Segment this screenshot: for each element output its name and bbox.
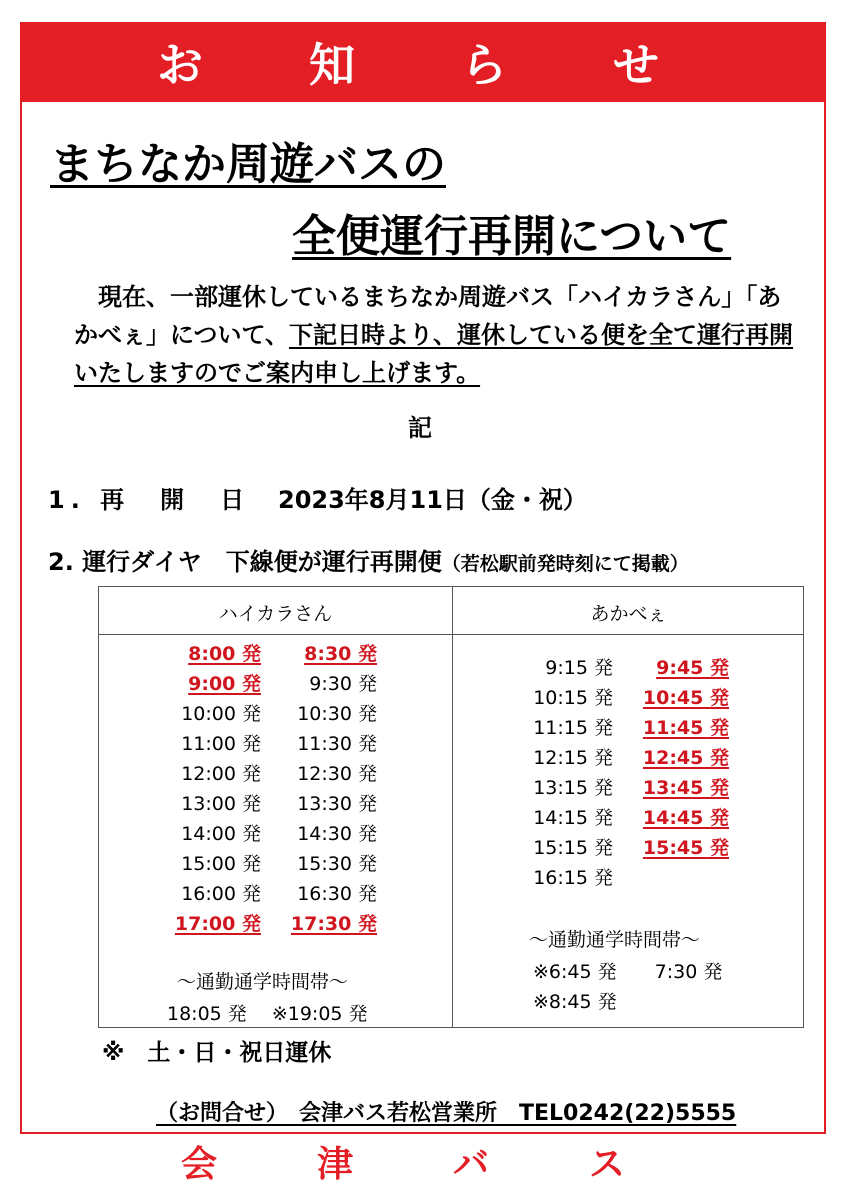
akabe-row	[501, 653, 729, 683]
haikara-row	[149, 759, 377, 789]
akabe-time-text: 13:45 発	[642, 777, 729, 799]
akabe-departure-time	[501, 653, 613, 683]
weekend-note: ※ 土・日・祝日運休	[102, 1040, 332, 1066]
akabe-departure-time	[501, 743, 613, 773]
schedule-note: （若松駅前発時刻にて掲載）	[441, 553, 689, 575]
haikara-time-text: 8:00 発	[188, 643, 261, 665]
haikara-row	[149, 639, 377, 669]
akabe-time-text: 12:15 発	[533, 747, 613, 769]
akabe-row	[501, 683, 729, 713]
haikara-departure-time	[149, 879, 261, 909]
haikara-departure-time	[261, 729, 377, 759]
intro-underlined-text: 下記日時より、運休している便を全て運行再開いたしますのでご案内申し上げます。	[74, 321, 794, 387]
akabe-time-text: 10:15 発	[533, 687, 613, 709]
haikara-row	[149, 729, 377, 759]
akabe-departure-time	[501, 863, 613, 893]
haikara-departure-time	[149, 909, 261, 939]
akabe-row	[501, 863, 729, 893]
haikara-rush-title: 〜通勤通学時間帯〜	[177, 971, 349, 993]
akabe-departure-time	[613, 713, 729, 743]
akabe-time-text: 11:45 発	[642, 717, 729, 739]
schedule-row	[48, 542, 689, 577]
haikara-departure-time	[149, 759, 261, 789]
haikara-departure-time	[261, 669, 377, 699]
haikara-departure-time	[149, 789, 261, 819]
title-line-1: まちなか周遊バスの	[50, 139, 446, 190]
haikara-time-text: 9:30 発	[309, 673, 377, 695]
akabe-time-text: 9:45 発	[656, 657, 729, 679]
akabe-departure-time	[613, 683, 729, 713]
haikara-departure-time	[261, 699, 377, 729]
akabe-time-text: 15:45 発	[642, 837, 729, 859]
haikara-departure-time	[261, 759, 377, 789]
akabe-time-text: 10:45 発	[642, 687, 729, 709]
haikara-rush-times: 18:05 発 ※19:05 発	[167, 1003, 368, 1025]
haikara-time-text: 9:00 発	[188, 673, 261, 695]
haikara-time-text: 15:30 発	[297, 853, 377, 875]
akabe-row	[501, 773, 729, 803]
haikara-departure-time	[261, 819, 377, 849]
restart-date-label: 1. 再 開 日	[48, 486, 251, 514]
haikara-row	[149, 879, 377, 909]
haikara-time-text: 12:30 発	[297, 763, 377, 785]
haikara-row	[149, 789, 377, 819]
haikara-departure-time	[149, 699, 261, 729]
header-divider	[99, 634, 803, 635]
header-haikara: ハイカラさん	[218, 603, 333, 625]
akabe-rush-times-2: ※8:45 発	[533, 991, 617, 1013]
haikara-time-text: 13:30 発	[297, 793, 377, 815]
haikara-time-text: 12:00 発	[181, 763, 261, 785]
akabe-time-text: 15:15 発	[533, 837, 613, 859]
haikara-time-text: 10:30 発	[297, 703, 377, 725]
timetable	[98, 586, 804, 1028]
akabe-times	[501, 653, 729, 893]
akabe-rush-times-1: ※6:45 発 7:30 発	[533, 961, 723, 983]
haikara-departure-time	[149, 669, 261, 699]
footer-company: 会津バス	[180, 1144, 725, 1185]
haikara-time-text: 10:00 発	[181, 703, 261, 725]
akabe-row	[501, 833, 729, 863]
akabe-time-text: 16:15 発	[533, 867, 613, 889]
haikara-departure-time	[149, 729, 261, 759]
contact-info: （お問合せ） 会津バス若松営業所 TEL0242(22)5555	[156, 1101, 737, 1126]
haikara-departure-time	[149, 819, 261, 849]
haikara-time-text: 11:00 発	[181, 733, 261, 755]
akabe-departure-time	[501, 803, 613, 833]
haikara-departure-time	[261, 639, 377, 669]
haikara-row	[149, 909, 377, 939]
title-line-2: 全便運行再開について	[292, 211, 732, 262]
akabe-time-text: 12:45 発	[642, 747, 729, 769]
schedule-label: 2. 運行ダイヤ 下線便が運行再開便	[48, 548, 442, 576]
haikara-time-text: 16:30 発	[297, 883, 377, 905]
restart-date-row	[48, 480, 587, 515]
haikara-time-text: 17:00 発	[174, 913, 261, 935]
akabe-departure-time	[613, 833, 729, 863]
akabe-time-text: 14:15 発	[533, 807, 613, 829]
haikara-time-text: 14:00 発	[181, 823, 261, 845]
akabe-departure-time	[613, 653, 729, 683]
haikara-departure-time	[261, 909, 377, 939]
haikara-time-text: 16:00 発	[181, 883, 261, 905]
akabe-time-text: 13:15 発	[533, 777, 613, 799]
akabe-row	[501, 803, 729, 833]
haikara-time-text: 14:30 発	[297, 823, 377, 845]
haikara-time-text: 11:30 発	[297, 733, 377, 755]
haikara-row	[149, 849, 377, 879]
haikara-departure-time	[149, 849, 261, 879]
haikara-departure-time	[261, 789, 377, 819]
akabe-departure-time	[613, 743, 729, 773]
haikara-times	[149, 639, 377, 939]
akabe-time-text: 11:15 発	[533, 717, 613, 739]
haikara-departure-time	[149, 639, 261, 669]
akabe-departure-time	[501, 833, 613, 863]
header-akabe: あかべぇ	[590, 603, 667, 625]
haikara-time-text: 15:00 発	[181, 853, 261, 875]
akabe-time-text: 14:45 発	[642, 807, 729, 829]
haikara-time-text: 8:30 発	[304, 643, 377, 665]
intro-text: 現在、一部運休しているまちなか周遊バス「ハイカラさん」「あかべぇ」について、	[74, 283, 782, 349]
intro-paragraph	[74, 278, 804, 392]
akabe-time-text: 9:15 発	[545, 657, 613, 679]
akabe-departure-time	[501, 713, 613, 743]
haikara-departure-time	[261, 849, 377, 879]
akabe-departure-time	[613, 773, 729, 803]
haikara-time-text: 17:30 発	[290, 913, 377, 935]
haikara-departure-time	[261, 879, 377, 909]
restart-date-value: 2023年8月11日（金・祝）	[278, 486, 587, 514]
haikara-row	[149, 819, 377, 849]
notice-banner: お 知 ら せ	[20, 22, 826, 102]
akabe-departure-time	[613, 803, 729, 833]
haikara-row	[149, 699, 377, 729]
akabe-rush-title: 〜通勤通学時間帯〜	[529, 929, 701, 951]
ki-heading: 記	[408, 414, 432, 442]
akabe-departure-time	[501, 773, 613, 803]
akabe-row	[501, 743, 729, 773]
akabe-departure-time	[501, 683, 613, 713]
akabe-row	[501, 713, 729, 743]
haikara-row	[149, 669, 377, 699]
haikara-time-text: 13:00 発	[181, 793, 261, 815]
column-divider	[452, 587, 453, 1027]
